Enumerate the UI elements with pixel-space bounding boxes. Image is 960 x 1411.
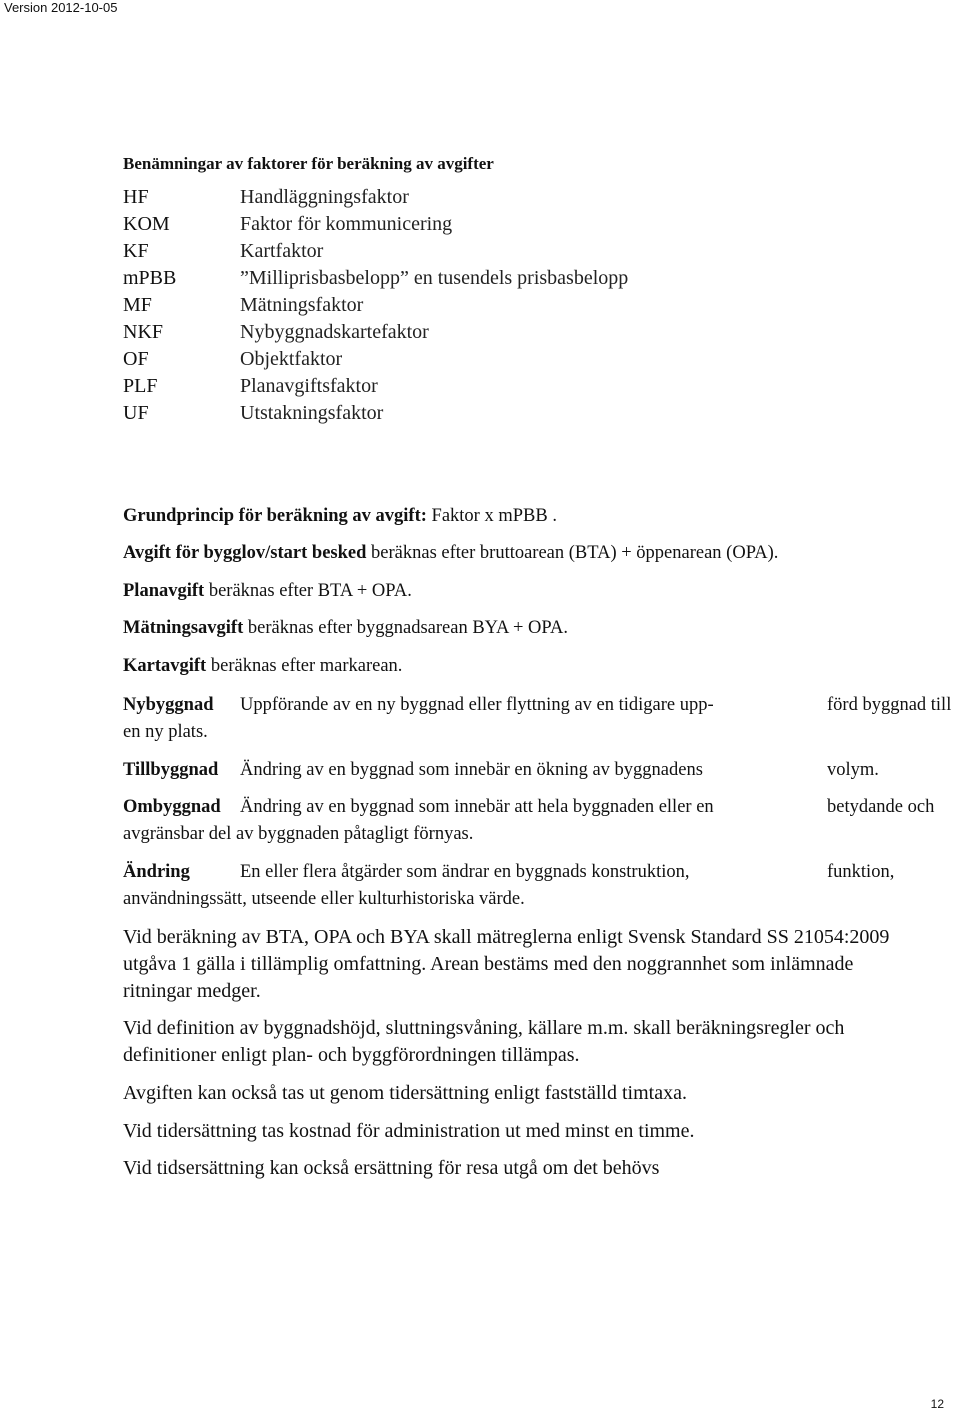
- paragraph-line: Avgiften kan också tas ut genom tidersättning enligt fastställd timtaxa.: [123, 1082, 687, 1104]
- factor-def: Kartfaktor: [240, 240, 324, 262]
- planavgift-label: Planavgift: [123, 581, 205, 601]
- paragraph-line: Vid tidsersättning kan också ersättning för resa utgå om det behövs: [123, 1157, 660, 1179]
- nybyggnad-text-cont: en ny plats.: [123, 722, 208, 742]
- tillbyggnad-text-right: volym.: [827, 760, 879, 780]
- nybyggnad-text-right: förd byggnad till: [827, 695, 952, 715]
- ombyggnad-label: Ombyggnad: [123, 797, 221, 817]
- paragraph-line: utgåva 1 gälla i tillämplig omfattning. Arean bestäms med den noggrannhet som inlämnade: [123, 953, 854, 975]
- andring-text-cont: användningssätt, utseende eller kulturhistoriska värde.: [123, 889, 525, 909]
- paragraph-line: Vid tidersättning tas kostnad för administration ut med minst en timme.: [123, 1120, 695, 1142]
- kartavgift-label: Kartavgift: [123, 656, 207, 676]
- kartavgift-text: beräknas efter markarean.: [206, 656, 403, 676]
- version-label: Version 2012-10-05: [4, 0, 118, 15]
- andring-text: En eller flera åtgärder som ändrar en byggnads konstruktion,: [240, 862, 690, 882]
- ombyggnad-text-cont: avgränsbar del av byggnaden påtagligt förnyas.: [123, 824, 474, 844]
- paragraph-line: definitioner enligt plan- och byggförordningen tillämpas.: [123, 1044, 580, 1066]
- tillbyggnad-text: Ändring av en byggnad som innebär en ökning av byggnadens: [240, 760, 703, 780]
- paragraph-line: Vid definition av byggnadshöjd, sluttningsvåning, källare m.m. skall beräkningsregler och: [123, 1017, 845, 1039]
- ombyggnad-text-right: betydande och: [827, 797, 935, 817]
- factor-abbr: HF: [123, 186, 149, 208]
- nybyggnad-text: Uppförande av en ny byggnad eller flyttning av en tidigare upp-: [240, 695, 714, 715]
- factor-def: Planavgiftsfaktor: [240, 375, 378, 397]
- matning-line: [123, 618, 568, 639]
- andring-text-right: funktion,: [827, 862, 895, 882]
- paragraph-line: ritningar medger.: [123, 980, 261, 1002]
- principle-line: [123, 506, 557, 527]
- matning-label: Mätningsavgift: [123, 618, 244, 638]
- ombyggnad-text: Ändring av en byggnad som innebär att hela byggnaden eller en: [240, 797, 714, 817]
- section-heading: Benämningar av faktorer för beräkning av avgifter: [123, 154, 494, 173]
- factor-abbr: MF: [123, 294, 152, 316]
- factor-def: Mätningsfaktor: [240, 294, 364, 316]
- matning-text: beräknas efter byggnadsarean BYA + OPA.: [243, 618, 568, 638]
- factor-abbr: OF: [123, 348, 149, 370]
- factor-def: ”Milliprisbasbelopp” en tusendels prisbasbelopp: [240, 267, 629, 289]
- paragraph-line: Vid beräkning av BTA, OPA och BYA skall mätreglerna enligt Svensk Standard SS 21054:2009: [123, 926, 890, 948]
- nybyggnad-label: Nybyggnad: [123, 695, 214, 715]
- bygglov-label: Avgift för bygglov/start besked: [123, 543, 367, 563]
- page-number: 12: [930, 1397, 944, 1411]
- factor-def: Objektfaktor: [240, 348, 343, 370]
- andring-label: Ändring: [123, 862, 190, 882]
- kartavgift-line: [123, 656, 402, 677]
- factor-def: Faktor för kommunicering: [240, 213, 453, 235]
- factor-def: Utstakningsfaktor: [240, 402, 384, 424]
- planavgift-line: [123, 581, 412, 602]
- factor-def: Handläggningsfaktor: [240, 186, 409, 208]
- factor-abbr: PLF: [123, 375, 158, 397]
- factor-def: Nybyggnadskartefaktor: [240, 321, 429, 343]
- principle-label: Grundprincip för beräkning av avgift:: [123, 506, 427, 526]
- factor-abbr: KF: [123, 240, 149, 262]
- bygglov-line: [123, 543, 778, 564]
- factor-abbr: KOM: [123, 213, 170, 235]
- bygglov-text: beräknas efter bruttoarean (BTA) + öppenarean (OPA).: [366, 543, 779, 563]
- factor-abbr: mPBB: [123, 267, 177, 289]
- factor-abbr: NKF: [123, 321, 164, 343]
- tillbyggnad-label: Tillbyggnad: [123, 760, 219, 780]
- principle-text: Faktor x mPBB .: [426, 506, 557, 526]
- planavgift-text: beräknas efter BTA + OPA.: [204, 581, 412, 601]
- factor-abbr: UF: [123, 402, 149, 424]
